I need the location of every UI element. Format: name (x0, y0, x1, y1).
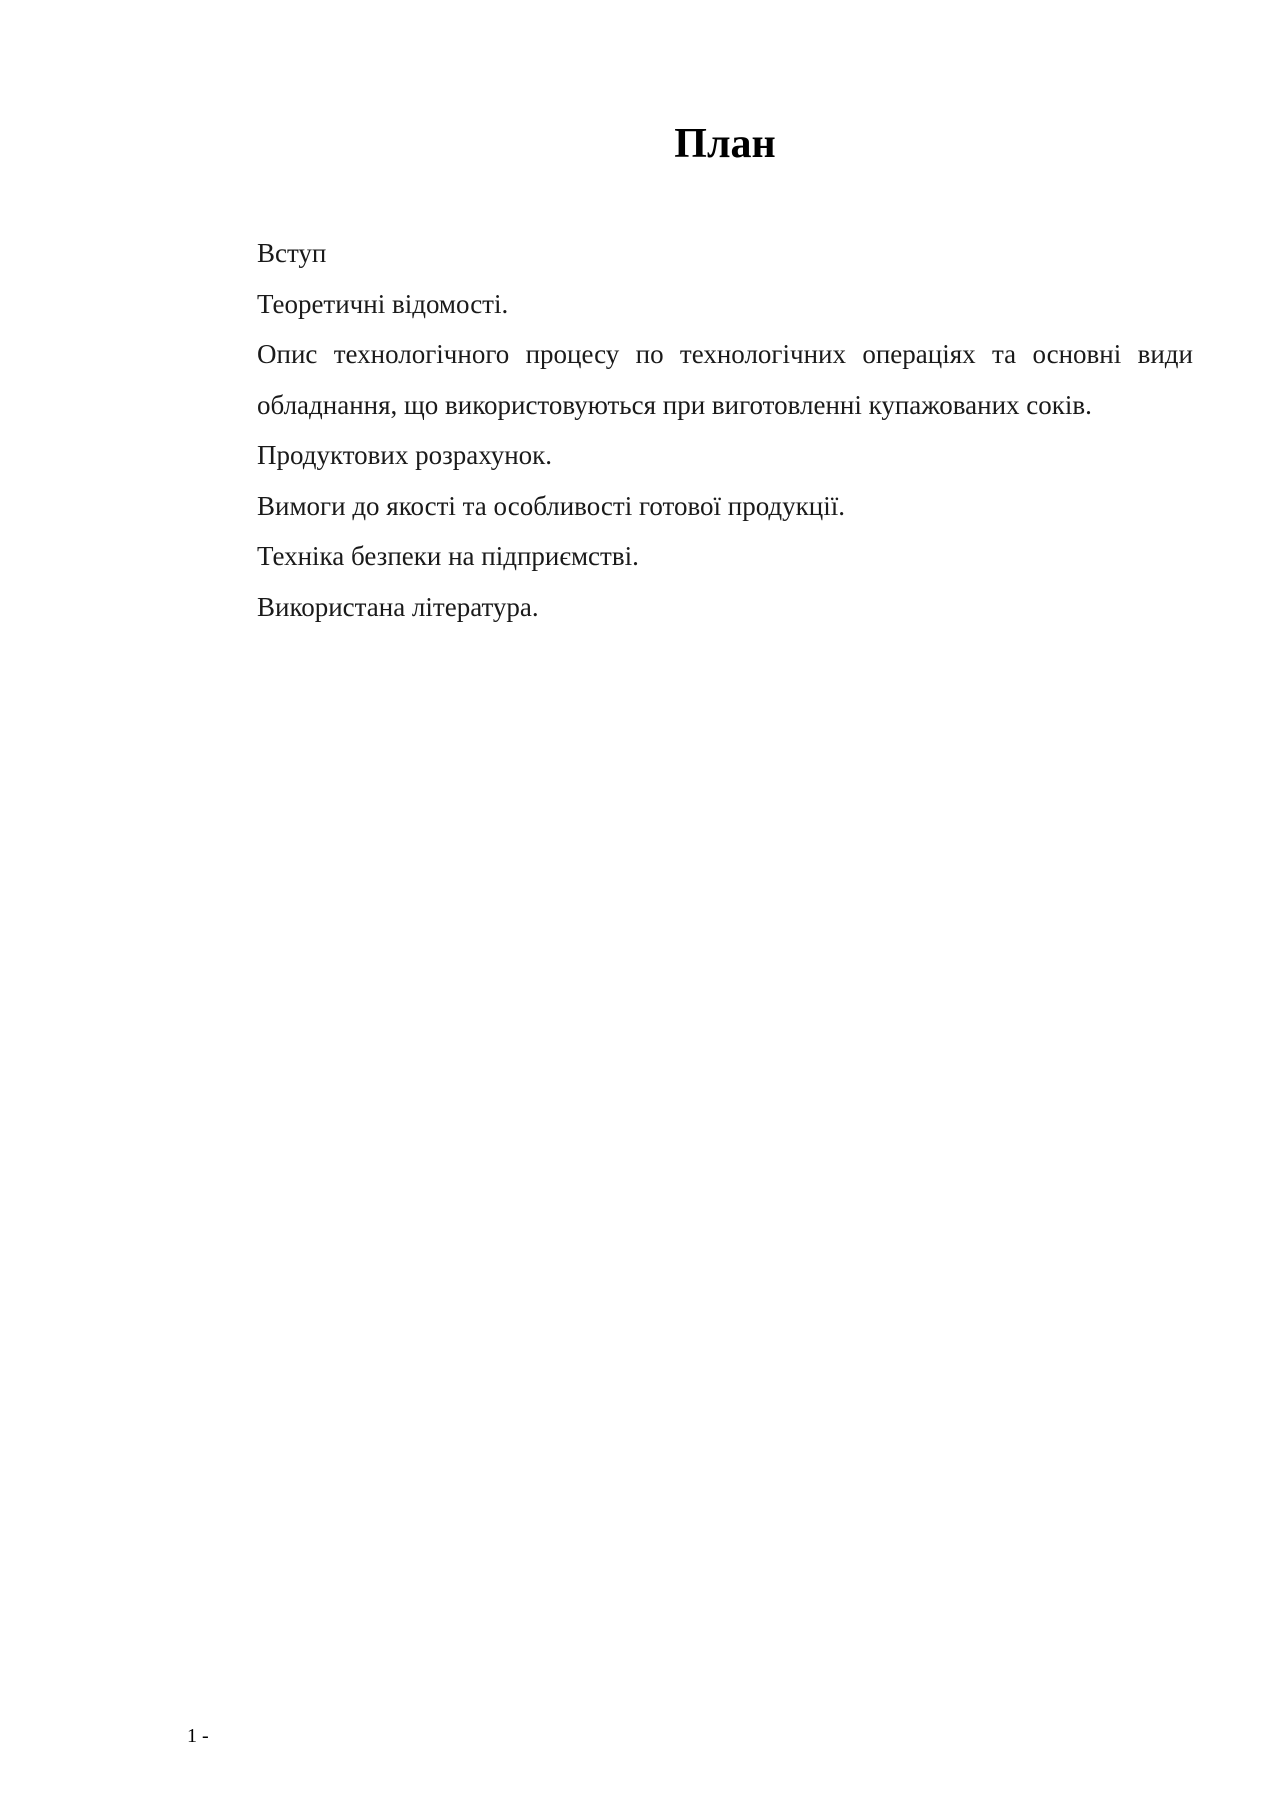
page-number: 1 - (187, 1725, 209, 1747)
toc-item-theory: Теоретичні відомості. (257, 288, 509, 319)
table-of-contents (257, 228, 1193, 632)
toc-item-introduction: Вступ (257, 238, 327, 268)
toc-item-safety: Техніка безпеки на підприємстві. (257, 541, 639, 571)
toc-item-product-calculation: Продуктових розрахунок. (257, 440, 553, 470)
toc-item-literature: Використана література. (257, 591, 539, 622)
toc-item-process-description: Опис технологічного процесу по технологічних операціях та основні види обладнання, що використовуються при виготовленні купажованих соків. (257, 339, 1193, 420)
toc-item-quality-requirements: Вимоги до якості та особливості готової продукції. (257, 490, 845, 521)
page-title: План (674, 121, 776, 167)
